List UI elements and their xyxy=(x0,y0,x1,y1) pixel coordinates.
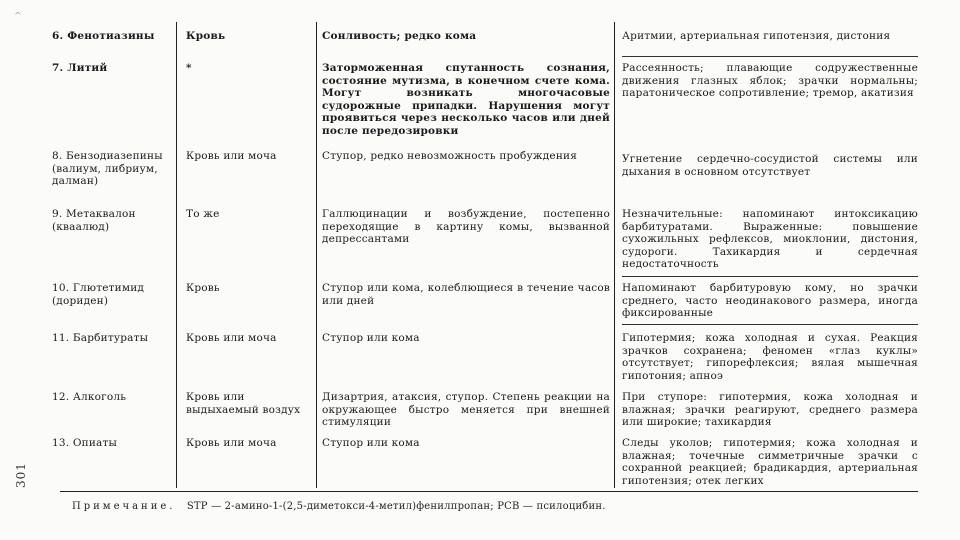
consciousness-state: Заторможенная спутанность сознания, состояние мутизма, в конечном счете кома. Могут возникать многочасовые судорожные припадки. Нарушения могут проявиться через несколько часов или дней после передозировки xyxy=(322,62,610,137)
drug-name: 10. Глютетимид (дориден) xyxy=(52,282,145,307)
test-material: Кровь или моча xyxy=(186,332,277,344)
page-number: 301 xyxy=(14,462,28,488)
other-symptoms: Аритмии, артериальная гипотензия, дистония xyxy=(622,30,891,42)
footnote-text: STP — 2-амино-1-(2,5-диметокси-4-метил)фенилпропан; PCB — псилоцибин. xyxy=(186,501,606,512)
row-rule xyxy=(622,324,918,325)
test-material: Кровь или моча xyxy=(186,437,277,449)
consciousness-state: Сонливость; редко кома xyxy=(322,30,477,42)
test-material: * xyxy=(186,62,192,74)
column-divider-2 xyxy=(316,22,317,488)
consciousness-state: Галлюцинации и возбуждение, постепенно переходящие в картину комы, вызванной депрессантами xyxy=(322,208,610,245)
consciousness-state: Ступор или кома, колеблющиеся в течение часов или дней xyxy=(322,282,610,307)
test-material: Кровь или выдыхаемый воздух xyxy=(186,391,301,416)
drug-name: 8. Бензодиазепины (валиум, либриум, далман) xyxy=(52,150,163,187)
consciousness-state: Ступор или кома xyxy=(322,332,420,344)
column-divider-3 xyxy=(614,22,615,488)
other-symptoms: Гипотермия; кожа холодная и сухая. Реакция зрачков сохранена; феномен «глаз куклы» отсутствует; гипорефлексия; вялая мышечная гипотония; апноэ xyxy=(622,332,918,382)
row-rule xyxy=(622,276,918,277)
other-symptoms: Следы уколов; гипотермия; кожа холодная и влажная; точечные симметричные зрачки с сохранной реакцией; брадикардия, артериальная гипотензия; отек легких xyxy=(622,437,918,487)
row-rule xyxy=(622,56,918,57)
consciousness-state: Ступор, редко невозможность пробуждения xyxy=(322,150,578,162)
other-symptoms: Угнетение сердечно-сосудистой системы или дыхания в основном отсутствует xyxy=(622,153,918,178)
drug-name: 12. Алкоголь xyxy=(52,391,127,403)
test-material: Кровь xyxy=(186,30,226,42)
drug-name: 9. Метаквалон (кваалюд) xyxy=(52,208,136,233)
consciousness-state: Дизартрия, атаксия, ступор. Степень реакции на окружающее быстро меняется при внешней стимуляции xyxy=(322,391,610,428)
footnote xyxy=(72,501,606,512)
test-material: Кровь xyxy=(186,282,220,294)
other-symptoms: Незначительные: напоминают интоксикацию барбитуратами. Выраженные: повышение сухожильных рефлексов, миоклонии, дистония, судороги. Тахикардия и сердечная недостаточность xyxy=(622,208,918,270)
other-symptoms: Рассеянность; плавающие содружественные движения глазных яблок; зрачки нормальны; паратоническое сопротивление; тремор, акатизия xyxy=(622,62,918,99)
drug-name: 13. Опиаты xyxy=(52,437,118,449)
test-material: То же xyxy=(186,208,220,220)
drug-name: 6. Фенотиазины xyxy=(52,30,155,42)
column-divider-1 xyxy=(176,22,177,488)
footnote-label: Примечание. xyxy=(72,501,176,512)
consciousness-state: Ступор или кома xyxy=(322,437,420,449)
footnote-rule xyxy=(60,491,918,492)
test-material: Кровь или моча xyxy=(186,150,277,162)
drug-name: 11. Барбитураты xyxy=(52,332,149,344)
other-symptoms: Напоминают барбитуровую кому, но зрачки среднего, часто неодинакового размера, иногда фиксированные xyxy=(622,282,918,319)
corner-mark: ^ xyxy=(14,12,22,22)
other-symptoms: При ступоре: гипотермия, кожа холодная и влажная; зрачки реагируют, среднего размера или широкие; тахикардия xyxy=(622,391,918,428)
drug-name: 7. Литий xyxy=(52,62,108,74)
